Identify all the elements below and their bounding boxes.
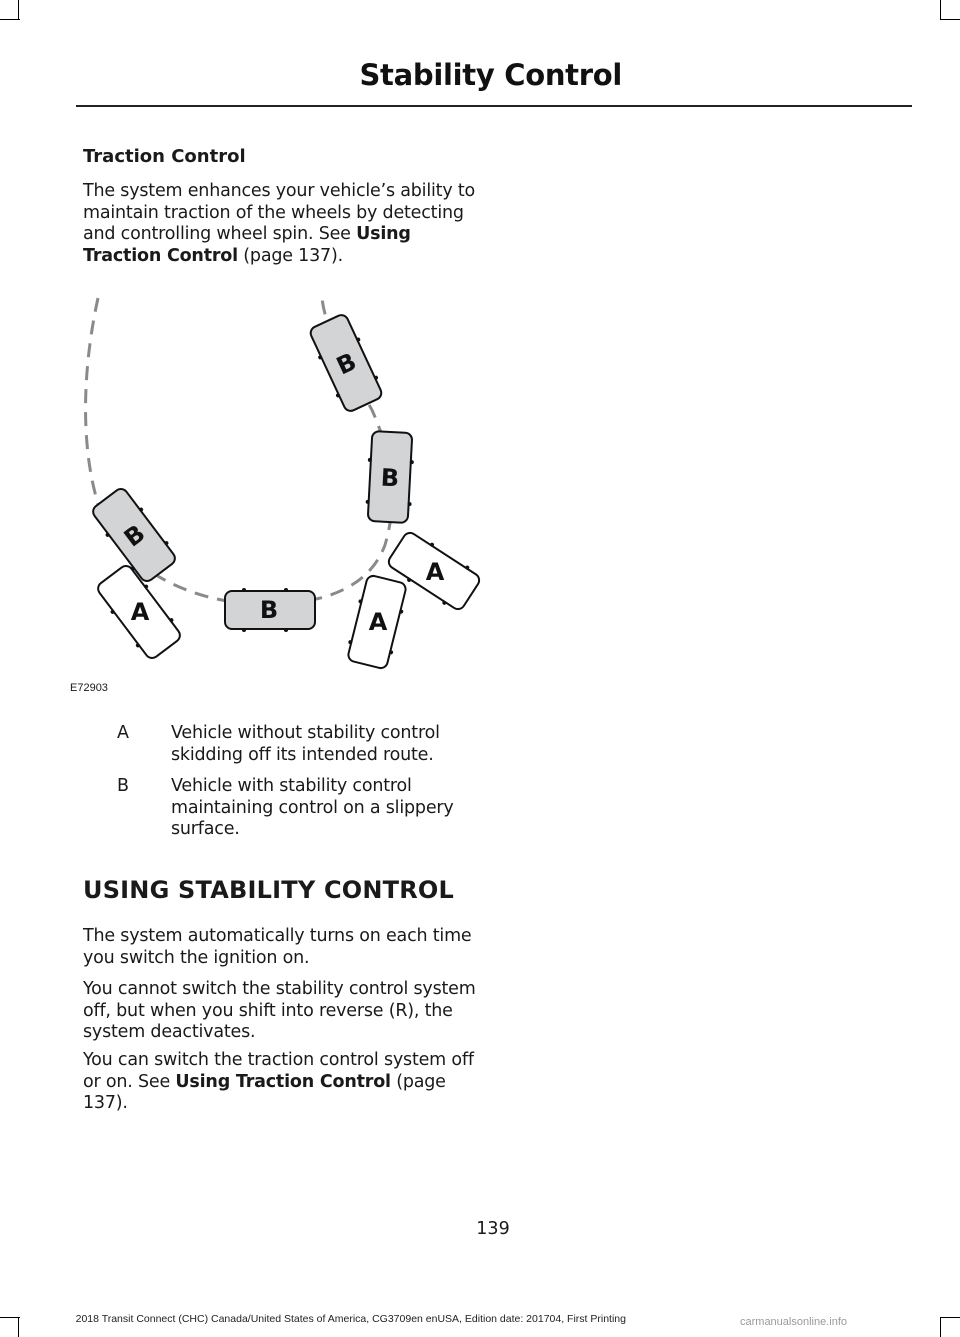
watermark: carmanualsonline.info — [740, 1316, 848, 1328]
edition-footer: 2018 Transit Connect (CHC) Canada/United States of America, CG3709en enUSA, Edition date: 201704, First Printing — [75, 1313, 626, 1325]
vehicle-label: B — [332, 347, 361, 381]
crop-mark — [0, 19, 20, 20]
figure-code: E72903 — [70, 682, 108, 694]
traction-body-text: The system enhances your vehicle’s ability to maintain traction of the wheels by detecting and controlling wheel spin. See — [83, 181, 476, 244]
crop-mark — [18, 0, 19, 20]
page-reference: (page 137). — [237, 245, 343, 266]
vehicle-label: A — [368, 608, 388, 636]
vehicle-label: B — [380, 463, 400, 493]
section-paragraph: You cannot switch the stability control system off, but when you shift into reverse (R), the system deactivates. — [83, 979, 476, 1042]
legend-description: Vehicle without stability control skidding off its intended route. — [171, 723, 440, 765]
page-reference: (page 137). — [83, 1071, 446, 1113]
section-heading: USING STABILITY CONTROL — [83, 876, 455, 904]
header-divider — [76, 105, 912, 107]
legend-key: B — [117, 776, 129, 796]
crop-mark — [940, 19, 960, 20]
vehicle-b — [88, 484, 180, 585]
vehicle-b — [306, 312, 387, 415]
using-traction-control-link[interactable]: Using Traction Control — [175, 1071, 391, 1092]
crop-mark — [940, 1317, 960, 1318]
vehicle-label: B — [118, 519, 151, 553]
page-title: Stability Control — [359, 58, 622, 92]
crop-mark — [940, 0, 941, 20]
traction-control-heading: Traction Control — [83, 146, 246, 167]
vehicle-label: B — [259, 596, 279, 624]
stability-diagram — [60, 285, 490, 685]
section-paragraph: The system automatically turns on each time you switch the ignition on. — [83, 926, 472, 968]
legend-key: A — [117, 723, 129, 743]
section-paragraph — [83, 1050, 483, 1115]
using-traction-control-link[interactable]: Using Traction Control — [83, 224, 411, 266]
vehicle-label: A — [130, 598, 150, 626]
legend-description: Vehicle with stability control maintaining control on a slippery surface. — [171, 776, 454, 839]
section-text: You can switch the traction control system off or on. See — [83, 1050, 474, 1092]
page-number: 139 — [476, 1219, 510, 1239]
vehicle-label: A — [425, 558, 445, 586]
crop-mark — [940, 1317, 941, 1337]
vehicle-b — [365, 431, 416, 523]
traction-control-paragraph — [83, 181, 483, 267]
